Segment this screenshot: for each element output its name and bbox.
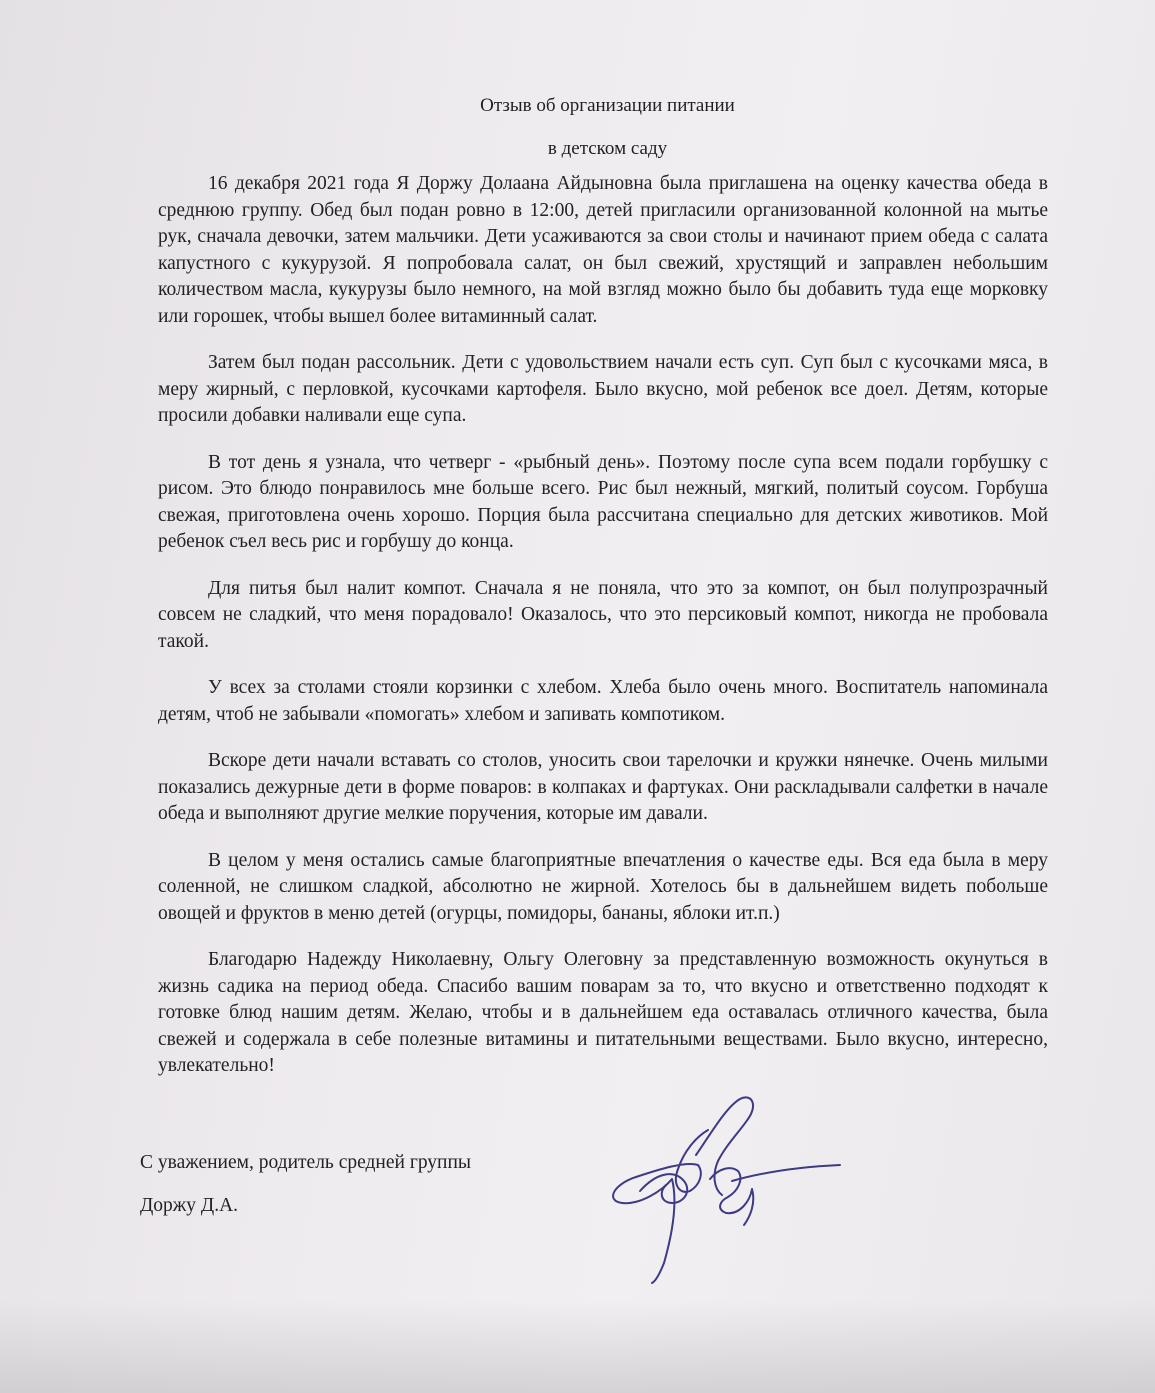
paragraph-impressions: В целом у меня остались самые благоприятные впечатления о качестве еды. Вся еда была в меру соленной, не слишком сладкой, абсолютно не жирной. Хотелось бы в дальнейшем видеть побольше овощей и фруктов в меню детей (огурцы, помидоры, бананы, яблоки ит.п.): [158, 849, 1048, 924]
paragraph-bread: У всех за столами стояли корзинки с хлебом. Хлеба было очень много. Воспитатель напоминала детям, чтоб не забывали «помогать» хлебом и запивать компотиком.: [158, 677, 1048, 725]
paragraph-duty-children: Вскоре дети начали вставать со столов, уносить свои тарелочки и кружки нянечке. Очень милыми показались дежурные дети в форме поваров: в колпаках и фартуках. Они раскладывали салфетки в начале обеда и выполняют другие мелкие поручения, которые им давали.: [158, 750, 1048, 824]
document-title: Отзыв об организации питании: [480, 95, 735, 116]
document-subtitle: в детском саду: [547, 138, 668, 159]
paragraph-fish-day: В тот день я узнала, что четверг - «рыбный день». Поэтому после супа всем подали горбушку с рисом. Это блюдо понравилось мне больше всего. Рис был нежный, мягкий, политый соусом. Горбуша свежая, приготовлена очень хорошо. Порция была рассчитана специально для детских животиков. Мой ребенок съел весь рис и горбушу до конца.: [158, 451, 1048, 552]
signature-stroke-main: [613, 1130, 708, 1283]
paragraph-compote: Для питья был налит компот. Сначала я не поняла, что это за компот, он был полупрозрачный совсем не сладкий, что меня порадовало! Оказалось, что это персиковый компот, никогда не пробовала такой.: [158, 577, 1048, 652]
signature-stroke-upper: [696, 1097, 753, 1195]
signature-stroke-right: [710, 1165, 840, 1225]
paragraph-gratitude: Благодарю Надежду Николаевну, Ольгу Олеговну за представленную возможность окунуться в жизнь садика на период обеда. Спасибо вашим поварам за то, что вкусно и ответственно подходят к готовке блюд нашим детям. Желаю, чтобы и в дальнейшем еда оставалась отличного качества, была свежей и содержала в себе полезные витамины и питательными веществами. Было вкусно, интересно, увлекательно!: [158, 949, 1048, 1076]
closing-author: Доржу Д.А.: [140, 1195, 239, 1216]
paragraph-soup: Затем был подан рассольник. Дети с удовольствием начали есть суп. Суп был с кусочками мяса, в меру жирный, с перловкой, кусочками картофеля. Было вкусно, мой ребенок все доел. Детям, которые просили добавки наливали еще супа.: [158, 352, 1048, 426]
document-body: [158, 171, 1048, 1100]
page-shadow: [0, 1300, 1155, 1393]
closing-regards: С уважением, родитель средней группы: [140, 1152, 472, 1173]
handwritten-signature: [600, 1085, 850, 1285]
paragraph-intro: 16 декабря 2021 года Я Доржу Долаана Айдыновна была приглашена на оценку качества обеда в среднюю группу. Обед был подан ровно в 12:00, детей пригласили организованной колонной на мытье рук, сначала девочки, затем мальчики. Дети усаживаются за свои столы и начинают прием обеда с салата капустного с кукурузой. Я попробовала салат, он был свежий, хрустящий и заправлен небольшим количеством масла, кукурузы было немного, на мой взгляд можно было бы добавить туда еще морковку или горошек, чтобы вышел более витаминный салат.: [158, 173, 1048, 327]
signature-strokes: [613, 1097, 840, 1283]
